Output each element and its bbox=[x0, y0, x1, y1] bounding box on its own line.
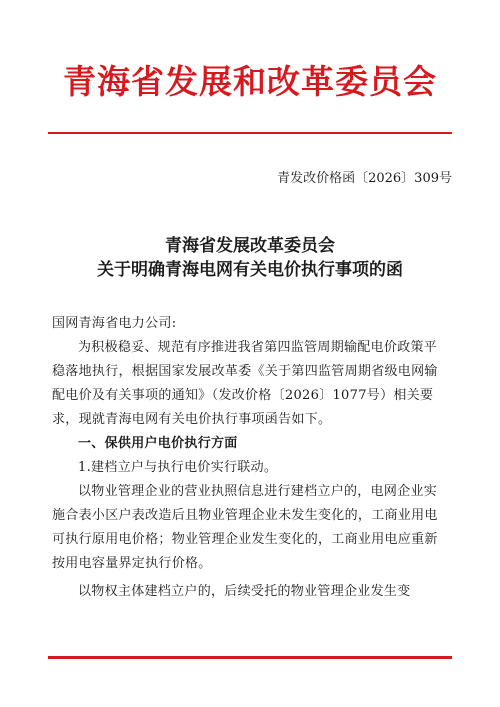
red-header-rule bbox=[48, 132, 452, 134]
document-number: 青发改价格函〔2026〕309号 bbox=[277, 171, 452, 186]
section-heading-1: 一、保供用户电价执行方面 bbox=[78, 436, 238, 451]
red-footer-rule bbox=[48, 656, 452, 659]
letterhead-title: 青海省发展和改革委员会 bbox=[63, 62, 437, 101]
list-item-1: 1.建档立户与执行电价实行联动。 bbox=[78, 460, 278, 475]
body-paragraph-2: 以物业管理企业的营业执照信息进行建档立户的，电网企业实施合表小区户表改造后且物业管理企业未发生变化的，工商业用电可执行原用电价格；物业管理企业发生变化的，工商业用电应重新按用电容量界定执行价格。 bbox=[52, 484, 438, 571]
body-paragraph-1: 为积极稳妥、规范有序推进我省第四监管周期输配电价政策平稳落地执行，根据国家发展改革委《关于第四监管周期省级电网输配电价及有关事项的通知》（发改价格〔2026〕1077号）相关要求，现就青海电网有关电价执行事项函告如下。 bbox=[52, 340, 438, 427]
document-title-line-1: 青海省发展改革委员会 bbox=[165, 236, 335, 256]
salutation: 国网青海省电力公司: bbox=[52, 316, 177, 331]
document-title-line-2: 关于明确青海电网有关电价执行事项的函 bbox=[97, 260, 403, 280]
body-paragraph-3: 以物权主体建档立户的，后续受托的物业管理企业发生变 bbox=[78, 584, 411, 599]
